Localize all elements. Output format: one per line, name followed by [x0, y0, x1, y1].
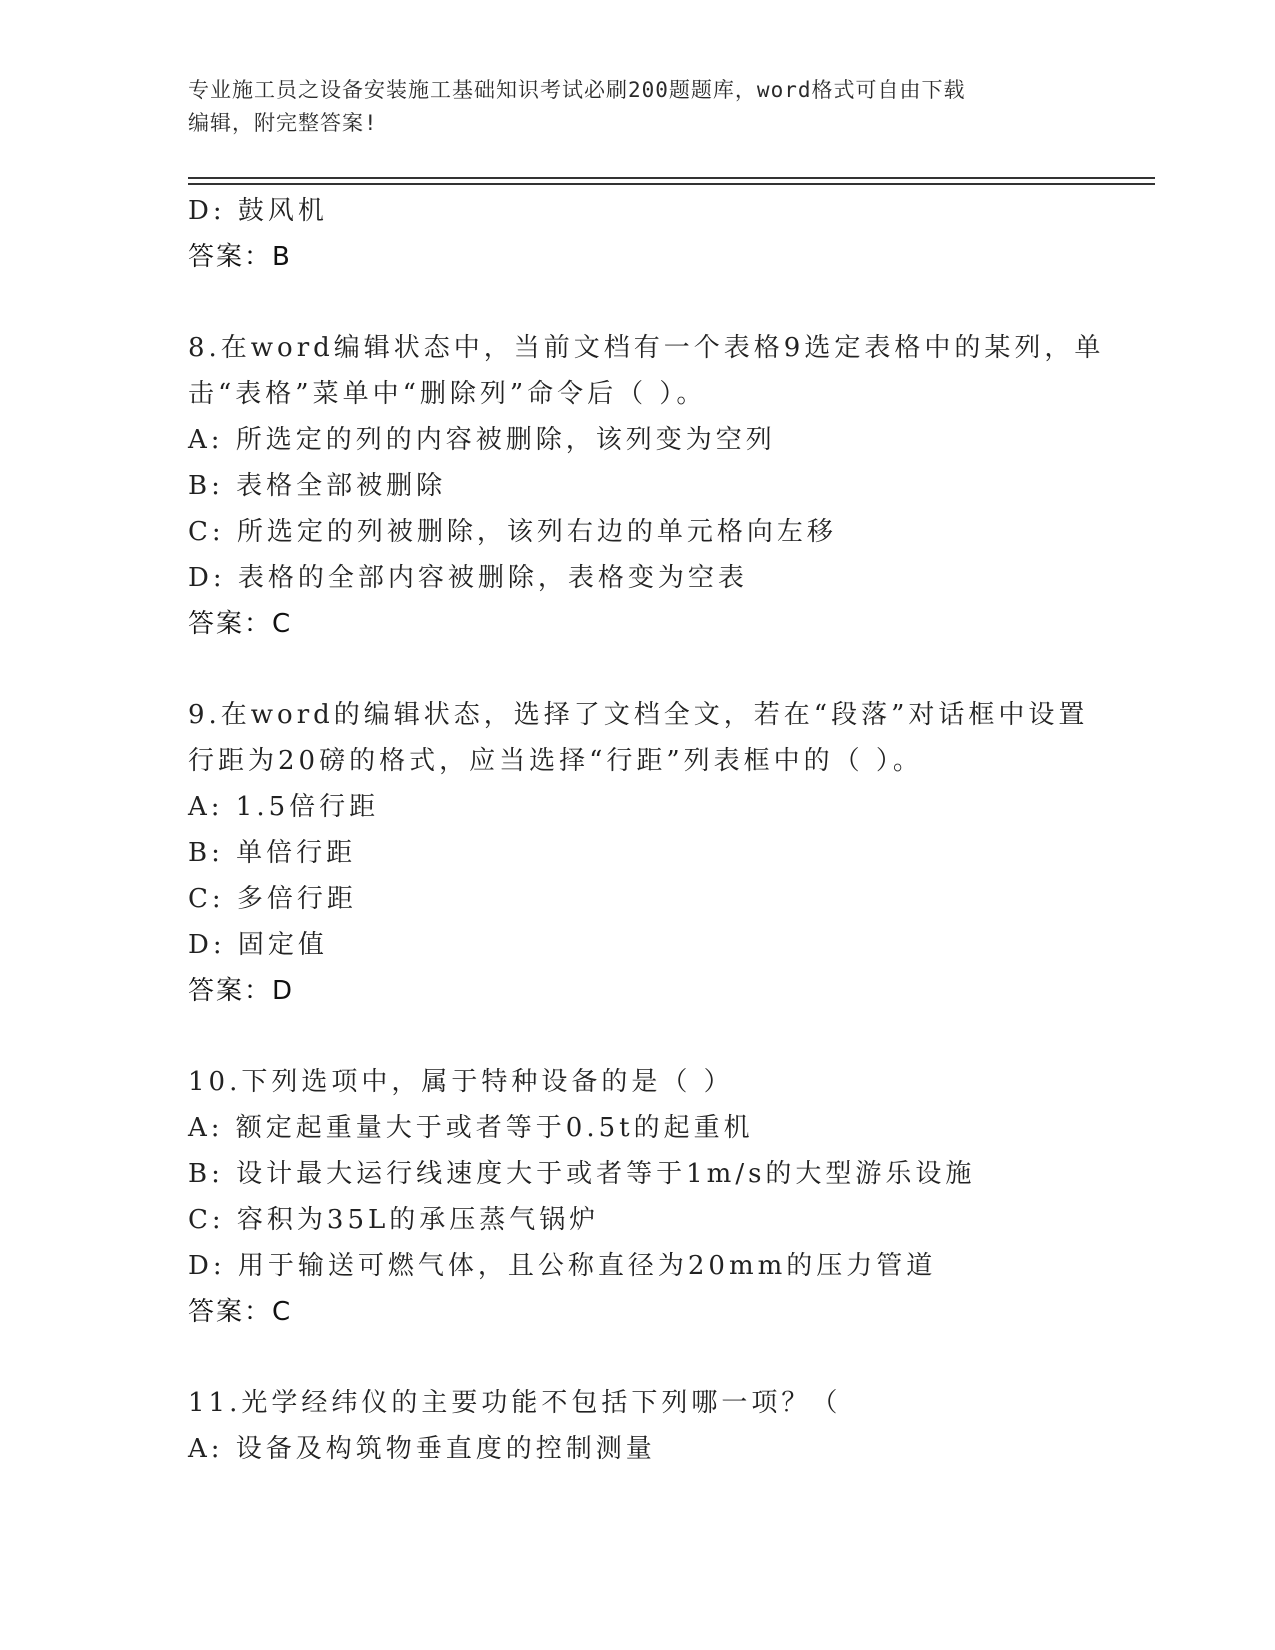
block-spacer — [188, 1014, 1088, 1059]
option-d: D: 固定值 — [188, 930, 328, 960]
option-a: A: 设备及构筑物垂直度的控制测量 — [188, 1434, 656, 1464]
option-d: D: 用于输送可燃气体，且公称直径为20mm的压力管道 — [188, 1251, 937, 1281]
question-stem-line-2: 击“表格”菜单中“删除列”命令后（ ）。 — [188, 379, 707, 409]
option-a: A: 1.5倍行距 — [188, 792, 380, 822]
option-b: B: 单倍行距 — [188, 838, 357, 868]
document-header — [188, 74, 1088, 140]
option-a: A: 额定起重量大于或者等于0.5t的起重机 — [188, 1113, 754, 1143]
question-stem-line-1: 8.在word编辑状态中，当前文档有一个表格9选定表格中的某列，单 — [188, 333, 1105, 363]
question-block-11 — [188, 1380, 1088, 1472]
header-divider-top — [188, 177, 1155, 179]
option-b: B: 表格全部被删除 — [188, 471, 447, 501]
answer-line: 答案：B — [188, 242, 292, 272]
question-stem-line-1: 11.光学经纬仪的主要功能不包括下列哪一项？（ — [188, 1388, 842, 1418]
option-c: C: 所选定的列被删除，该列右边的单元格向左移 — [188, 517, 837, 547]
question-content — [188, 188, 1105, 1472]
option-a: A: 所选定的列的内容被删除，该列变为空列 — [188, 425, 776, 455]
option-c: C: 多倍行距 — [188, 884, 357, 914]
answer-line: 答案：C — [188, 609, 293, 639]
answer-line: 答案：C — [188, 1297, 293, 1327]
question-block-8 — [188, 325, 1105, 647]
option-d: D: 表格的全部内容被删除，表格变为空表 — [188, 563, 748, 593]
question-stem-line-1: 9.在word的编辑状态，选择了文档全文，若在“段落”对话框中设置 — [188, 700, 1089, 730]
block-spacer — [188, 1335, 1088, 1380]
option-b: B: 设计最大运行线速度大于或者等于1m/s的大型游乐设施 — [188, 1159, 976, 1189]
question-block-7-tail — [188, 188, 1088, 280]
block-spacer — [188, 280, 1088, 325]
question-stem-line-2: 行距为20磅的格式，应当选择“行距”列表框中的（ ）。 — [188, 746, 923, 776]
answer-line: 答案：D — [188, 976, 295, 1006]
header-title-line-2: 编辑，附完整答案! — [188, 111, 378, 135]
option-c: C: 容积为35L的承压蒸气锅炉 — [188, 1205, 600, 1235]
header-divider-bottom — [188, 183, 1155, 185]
option-d: D: 鼓风机 — [188, 196, 328, 226]
header-title-line-1: 专业施工员之设备安装施工基础知识考试必刷200题题库，word格式可自由下载 — [188, 78, 966, 102]
question-block-10 — [188, 1059, 1088, 1335]
question-block-9 — [188, 692, 1088, 1014]
question-stem-line-1: 10.下列选项中，属于特种设备的是（ ） — [188, 1067, 734, 1097]
block-spacer — [188, 647, 1088, 692]
